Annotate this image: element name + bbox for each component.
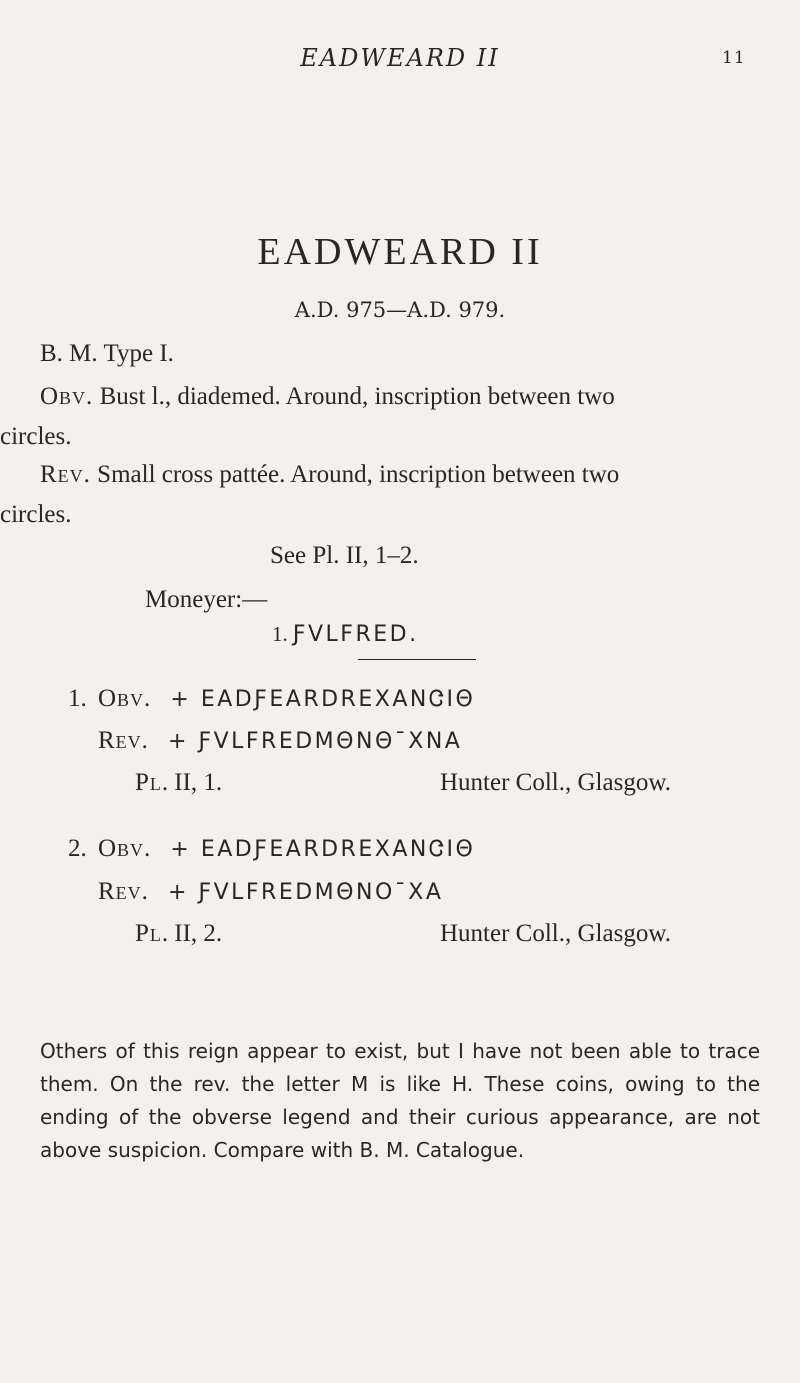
coin-2-rev-label: Rev. <box>98 878 149 905</box>
coin-2-number: 2. <box>68 835 87 862</box>
coin-1-plate-ref: II, 1. <box>174 769 223 796</box>
coin-1-reverse <box>98 727 462 755</box>
coin-1-obv-legend: + EADƑEARDREXANᏣIΘ <box>170 687 476 712</box>
coin-2-obv-label: Obv. <box>98 835 152 862</box>
moneyer-name: ƑVLFRED. <box>292 622 419 647</box>
reverse-label: Rev. <box>40 461 91 488</box>
coin-1-obv-label: Obv. <box>98 685 152 712</box>
obverse-text: Bust l., diademed. Around, inscription between two <box>99 383 615 410</box>
section-title: EADWEARD II <box>257 231 543 273</box>
reverse-description <box>40 461 619 489</box>
moneyer-heading: Moneyer:— <box>145 586 268 613</box>
coin-2-plate-ref: II, 2. <box>174 920 223 947</box>
running-head: EADWEARD II <box>300 44 500 72</box>
coin-2-collection: Hunter Coll., Glasgow. <box>440 920 671 947</box>
reign-dates: A.D. 975—A.D. 979. <box>294 298 506 322</box>
coin-2-plate-label: Pl. <box>135 920 170 947</box>
coin-1-plate <box>135 769 222 797</box>
page-number: 11 <box>722 48 746 68</box>
coin-1-collection: Hunter Coll., Glasgow. <box>440 769 671 796</box>
coin-1-obverse <box>98 685 475 713</box>
coin-2-reverse <box>98 878 443 906</box>
coin-1-plate-label: Pl. <box>135 769 170 796</box>
coin-1-rev-label: Rev. <box>98 727 149 754</box>
reverse-continuation: circles. <box>0 501 72 528</box>
coin-2-obv-legend: + EADƑEARDREXANᏣIΘ <box>170 837 476 862</box>
obverse-continuation: circles. <box>0 423 72 450</box>
plate-reference: See Pl. II, 1–2. <box>270 542 419 569</box>
coin-1-rev-legend: + ƑVLFREDMΘNΘ¯XNA <box>168 729 463 754</box>
moneyer-entry <box>272 622 419 647</box>
type-line: B. M. Type I. <box>40 340 174 367</box>
closing-paragraph: Others of this reign appear to exist, but I have not been able to trace them. On the rev. the letter M is like H. These coins, owing to the ending of the obverse legend and their curious appearance, are not above suspicion. Compare with B. M. Catalogue. <box>40 1039 760 1162</box>
obverse-label: Obv. <box>40 383 94 410</box>
coin-2-rev-legend: + ƑVLFREDMΘNO¯XA <box>168 880 444 905</box>
reverse-text: Small cross pattée. Around, inscription between two <box>97 461 620 488</box>
coin-2-obverse <box>98 835 475 863</box>
coin-1-number: 1. <box>68 685 87 712</box>
divider-rule <box>358 659 476 660</box>
coin-2-plate <box>135 920 222 948</box>
moneyer-number: 1. <box>272 622 288 646</box>
obverse-description <box>40 383 615 411</box>
